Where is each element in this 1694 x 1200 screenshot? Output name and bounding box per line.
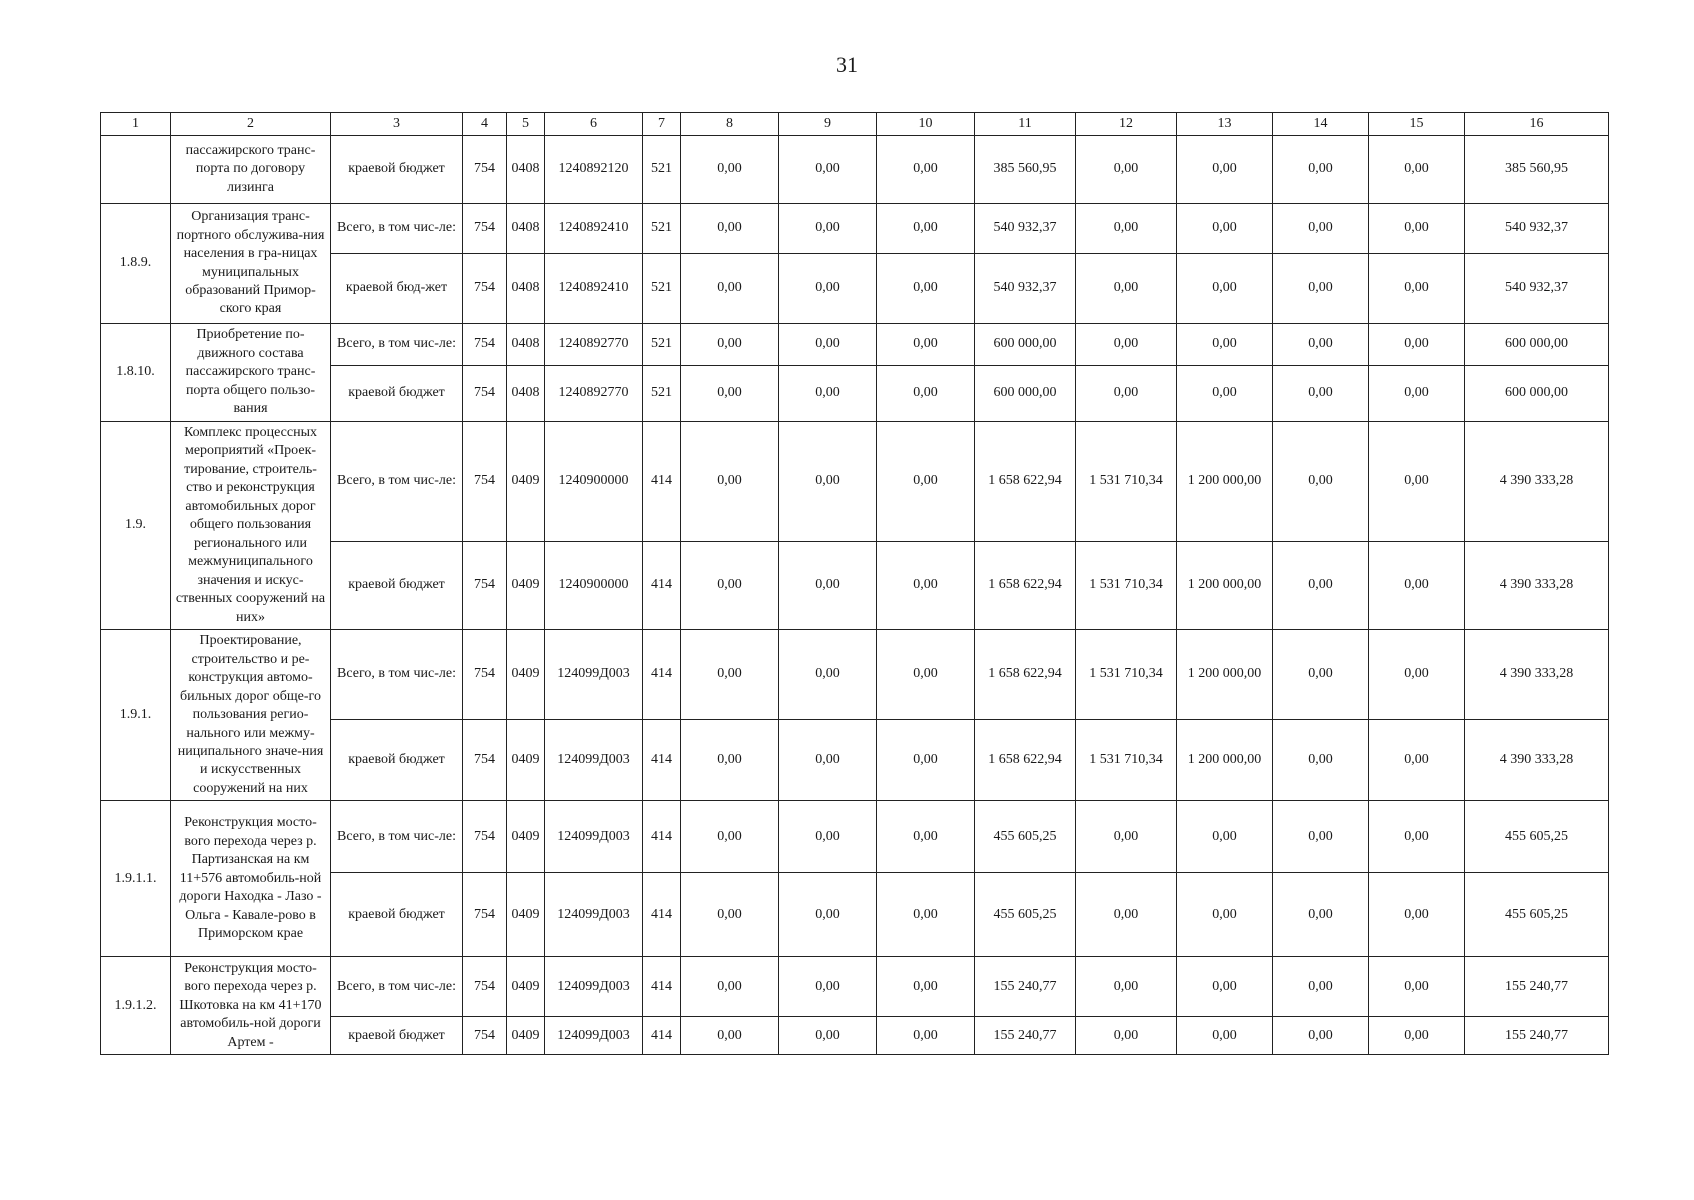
amount-cell: 0,00 — [779, 422, 877, 542]
amount-cell: 455 605,25 — [975, 873, 1076, 957]
amount-cell: 0,00 — [1177, 1017, 1273, 1055]
code-cell: 754 — [463, 719, 507, 801]
amount-cell: 0,00 — [681, 957, 779, 1017]
amount-cell: 455 605,25 — [1465, 801, 1609, 873]
amount-cell: 540 932,37 — [1465, 254, 1609, 324]
amount-cell: 1 658 622,94 — [975, 719, 1076, 801]
amount-cell: 0,00 — [1369, 366, 1465, 422]
code-cell: 0408 — [507, 366, 545, 422]
item-name: Комплекс процессных мероприятий «Проек-тирование, строитель-ство и реконструкция автомобильных дорог общего пользования регионального или межмуниципального значения и искус-ственных сооружений на них» — [171, 422, 331, 630]
amount-cell: 0,00 — [1076, 873, 1177, 957]
table-row — [101, 630, 1609, 720]
amount-cell: 0,00 — [1076, 801, 1177, 873]
amount-cell: 0,00 — [779, 719, 877, 801]
item-name: Реконструкция мосто-вого перехода через р. Шкотовка на км 41+170 автомобиль-ной дороги Артем - — [171, 957, 331, 1055]
amount-cell: 0,00 — [779, 254, 877, 324]
code-cell: 414 — [643, 957, 681, 1017]
amount-cell: 0,00 — [779, 204, 877, 254]
amount-cell: 0,00 — [1369, 541, 1465, 630]
amount-cell: 0,00 — [681, 541, 779, 630]
amount-cell: 0,00 — [877, 1017, 975, 1055]
code-cell: 754 — [463, 366, 507, 422]
amount-cell: 0,00 — [877, 630, 975, 720]
table-row — [101, 136, 1609, 204]
amount-cell: 0,00 — [1076, 254, 1177, 324]
code-cell: 414 — [643, 541, 681, 630]
code-cell: 124099Д003 — [545, 719, 643, 801]
amount-cell: 0,00 — [1369, 422, 1465, 542]
page-number: 31 — [836, 52, 858, 77]
amount-cell: 155 240,77 — [975, 1017, 1076, 1055]
amount-cell: 0,00 — [1076, 366, 1177, 422]
column-header: 10 — [877, 113, 975, 136]
code-cell: 1240892410 — [545, 254, 643, 324]
amount-cell: 0,00 — [1369, 630, 1465, 720]
amount-cell: 0,00 — [681, 719, 779, 801]
amount-cell: 0,00 — [1076, 324, 1177, 366]
amount-cell: 0,00 — [1369, 1017, 1465, 1055]
funding-source: краевой бюджет — [331, 1017, 463, 1055]
code-cell: 0408 — [507, 136, 545, 204]
item-name: Реконструкция мосто-вого перехода через р. Партизанская на км 11+576 автомобиль-ной дороги Находка - Лазо - Ольга - Кавале-рово в Приморском крае — [171, 801, 331, 957]
table-row — [101, 801, 1609, 873]
amount-cell: 455 605,25 — [1465, 873, 1609, 957]
column-header: 12 — [1076, 113, 1177, 136]
amount-cell: 0,00 — [877, 204, 975, 254]
amount-cell: 4 390 333,28 — [1465, 541, 1609, 630]
amount-cell: 0,00 — [1369, 204, 1465, 254]
amount-cell: 1 200 000,00 — [1177, 719, 1273, 801]
code-cell: 1240892770 — [545, 324, 643, 366]
code-cell: 0409 — [507, 541, 545, 630]
code-cell: 0409 — [507, 719, 545, 801]
amount-cell: 0,00 — [779, 630, 877, 720]
amount-cell: 155 240,77 — [975, 957, 1076, 1017]
code-cell: 754 — [463, 801, 507, 873]
amount-cell: 0,00 — [779, 324, 877, 366]
amount-cell: 1 531 710,34 — [1076, 541, 1177, 630]
amount-cell: 0,00 — [681, 1017, 779, 1055]
code-cell: 521 — [643, 366, 681, 422]
amount-cell: 0,00 — [779, 1017, 877, 1055]
code-cell: 414 — [643, 630, 681, 720]
code-cell: 754 — [463, 422, 507, 542]
column-header: 7 — [643, 113, 681, 136]
funding-source: краевой бюджет — [331, 873, 463, 957]
amount-cell: 0,00 — [1177, 873, 1273, 957]
amount-cell: 0,00 — [1273, 254, 1369, 324]
table-row — [101, 422, 1609, 542]
amount-cell: 1 658 622,94 — [975, 541, 1076, 630]
amount-cell: 0,00 — [681, 136, 779, 204]
column-header: 2 — [171, 113, 331, 136]
code-cell: 521 — [643, 204, 681, 254]
column-header: 13 — [1177, 113, 1273, 136]
code-cell: 0409 — [507, 422, 545, 542]
column-header: 6 — [545, 113, 643, 136]
funding-source: краевой бюджет — [331, 719, 463, 801]
code-cell: 754 — [463, 541, 507, 630]
amount-cell: 0,00 — [1273, 324, 1369, 366]
amount-cell: 0,00 — [877, 422, 975, 542]
amount-cell: 0,00 — [1177, 366, 1273, 422]
code-cell: 124099Д003 — [545, 1017, 643, 1055]
amount-cell: 0,00 — [1273, 801, 1369, 873]
amount-cell: 0,00 — [1076, 204, 1177, 254]
code-cell: 0408 — [507, 204, 545, 254]
amount-cell: 0,00 — [1177, 204, 1273, 254]
amount-cell: 0,00 — [681, 630, 779, 720]
column-header: 4 — [463, 113, 507, 136]
amount-cell: 0,00 — [1273, 541, 1369, 630]
code-cell: 1240900000 — [545, 541, 643, 630]
amount-cell: 600 000,00 — [975, 366, 1076, 422]
item-number: 1.8.10. — [101, 324, 171, 422]
amount-cell: 1 200 000,00 — [1177, 630, 1273, 720]
item-number: 1.9.1. — [101, 630, 171, 801]
funding-source: Всего, в том чис-ле: — [331, 957, 463, 1017]
amount-cell: 1 531 710,34 — [1076, 422, 1177, 542]
item-name: Приобретение по-движного состава пассажирского транс-порта общего пользо-вания — [171, 324, 331, 422]
code-cell: 414 — [643, 801, 681, 873]
column-header: 5 — [507, 113, 545, 136]
code-cell: 0409 — [507, 801, 545, 873]
table-body — [101, 113, 1609, 1055]
amount-cell: 0,00 — [681, 801, 779, 873]
item-name: Проектирование, строительство и ре-конструкция автомо-бильных дорог обще-го пользования регио-нального или межму-ниципального значе-ния и искусственных сооружений на них — [171, 630, 331, 801]
column-header: 1 — [101, 113, 171, 136]
amount-cell: 0,00 — [1273, 630, 1369, 720]
code-cell: 754 — [463, 324, 507, 366]
amount-cell: 0,00 — [877, 254, 975, 324]
code-cell: 754 — [463, 873, 507, 957]
column-number-row — [101, 113, 1609, 136]
code-cell: 754 — [463, 136, 507, 204]
amount-cell: 0,00 — [1369, 801, 1465, 873]
amount-cell: 0,00 — [779, 957, 877, 1017]
amount-cell: 0,00 — [779, 136, 877, 204]
code-cell: 0409 — [507, 873, 545, 957]
table-row — [101, 324, 1609, 366]
amount-cell: 0,00 — [1369, 254, 1465, 324]
amount-cell: 600 000,00 — [975, 324, 1076, 366]
code-cell: 0409 — [507, 1017, 545, 1055]
code-cell: 0409 — [507, 630, 545, 720]
funding-source: краевой бюд-жет — [331, 254, 463, 324]
code-cell: 0408 — [507, 324, 545, 366]
amount-cell: 0,00 — [1273, 1017, 1369, 1055]
amount-cell: 0,00 — [1177, 957, 1273, 1017]
table-row — [101, 957, 1609, 1017]
amount-cell: 0,00 — [1369, 136, 1465, 204]
amount-cell: 0,00 — [1273, 957, 1369, 1017]
code-cell: 414 — [643, 719, 681, 801]
amount-cell: 0,00 — [1369, 957, 1465, 1017]
code-cell: 0409 — [507, 957, 545, 1017]
code-cell: 414 — [643, 873, 681, 957]
code-cell: 521 — [643, 324, 681, 366]
amount-cell: 0,00 — [681, 204, 779, 254]
code-cell: 0408 — [507, 254, 545, 324]
amount-cell: 0,00 — [1273, 422, 1369, 542]
code-cell: 521 — [643, 136, 681, 204]
amount-cell: 0,00 — [877, 366, 975, 422]
table-row — [101, 204, 1609, 254]
amount-cell: 455 605,25 — [975, 801, 1076, 873]
amount-cell: 0,00 — [681, 254, 779, 324]
amount-cell: 0,00 — [779, 801, 877, 873]
code-cell: 414 — [643, 1017, 681, 1055]
amount-cell: 0,00 — [1076, 1017, 1177, 1055]
amount-cell: 155 240,77 — [1465, 957, 1609, 1017]
amount-cell: 0,00 — [1273, 873, 1369, 957]
code-cell: 414 — [643, 422, 681, 542]
budget-table — [100, 112, 1609, 1055]
code-cell: 754 — [463, 204, 507, 254]
amount-cell: 0,00 — [1273, 366, 1369, 422]
amount-cell: 1 200 000,00 — [1177, 422, 1273, 542]
item-name: Организация транс-портного обслужива-ния населения в гра-ницах муниципальных образований Примор-ского края — [171, 204, 331, 324]
amount-cell: 0,00 — [1076, 957, 1177, 1017]
amount-cell: 0,00 — [877, 719, 975, 801]
code-cell: 754 — [463, 630, 507, 720]
funding-source: краевой бюджет — [331, 136, 463, 204]
code-cell: 521 — [643, 254, 681, 324]
item-number: 1.9. — [101, 422, 171, 630]
amount-cell: 600 000,00 — [1465, 366, 1609, 422]
amount-cell: 385 560,95 — [1465, 136, 1609, 204]
amount-cell: 0,00 — [1177, 254, 1273, 324]
amount-cell: 540 932,37 — [1465, 204, 1609, 254]
funding-source: краевой бюджет — [331, 366, 463, 422]
amount-cell: 155 240,77 — [1465, 1017, 1609, 1055]
amount-cell: 0,00 — [779, 873, 877, 957]
funding-source: краевой бюджет — [331, 541, 463, 630]
code-cell: 124099Д003 — [545, 801, 643, 873]
column-header: 3 — [331, 113, 463, 136]
amount-cell: 0,00 — [1369, 873, 1465, 957]
amount-cell: 0,00 — [877, 324, 975, 366]
amount-cell: 0,00 — [877, 801, 975, 873]
amount-cell: 600 000,00 — [1465, 324, 1609, 366]
column-header: 16 — [1465, 113, 1609, 136]
item-number: 1.9.1.1. — [101, 801, 171, 957]
amount-cell: 0,00 — [681, 324, 779, 366]
amount-cell: 1 531 710,34 — [1076, 630, 1177, 720]
amount-cell: 540 932,37 — [975, 254, 1076, 324]
amount-cell: 0,00 — [877, 136, 975, 204]
funding-source: Всего, в том чис-ле: — [331, 801, 463, 873]
amount-cell: 0,00 — [1273, 136, 1369, 204]
code-cell: 124099Д003 — [545, 873, 643, 957]
item-number: 1.8.9. — [101, 204, 171, 324]
amount-cell: 4 390 333,28 — [1465, 422, 1609, 542]
column-header: 15 — [1369, 113, 1465, 136]
amount-cell: 0,00 — [681, 366, 779, 422]
amount-cell: 0,00 — [681, 873, 779, 957]
amount-cell: 0,00 — [1076, 136, 1177, 204]
amount-cell: 540 932,37 — [975, 204, 1076, 254]
code-cell: 124099Д003 — [545, 630, 643, 720]
funding-source: Всего, в том чис-ле: — [331, 204, 463, 254]
amount-cell: 0,00 — [1177, 136, 1273, 204]
code-cell: 1240892120 — [545, 136, 643, 204]
amount-cell: 0,00 — [779, 366, 877, 422]
funding-source: Всего, в том чис-ле: — [331, 422, 463, 542]
column-header: 9 — [779, 113, 877, 136]
funding-source: Всего, в том чис-ле: — [331, 630, 463, 720]
amount-cell: 385 560,95 — [975, 136, 1076, 204]
amount-cell: 1 658 622,94 — [975, 630, 1076, 720]
column-header: 8 — [681, 113, 779, 136]
amount-cell: 1 658 622,94 — [975, 422, 1076, 542]
amount-cell: 0,00 — [1369, 324, 1465, 366]
code-cell: 754 — [463, 254, 507, 324]
amount-cell: 1 200 000,00 — [1177, 541, 1273, 630]
amount-cell: 0,00 — [877, 873, 975, 957]
amount-cell: 0,00 — [1177, 324, 1273, 366]
item-number — [101, 136, 171, 204]
code-cell: 1240900000 — [545, 422, 643, 542]
item-number: 1.9.1.2. — [101, 957, 171, 1055]
code-cell: 1240892410 — [545, 204, 643, 254]
code-cell: 754 — [463, 957, 507, 1017]
amount-cell: 0,00 — [877, 957, 975, 1017]
code-cell: 1240892770 — [545, 366, 643, 422]
funding-source: Всего, в том чис-ле: — [331, 324, 463, 366]
column-header: 14 — [1273, 113, 1369, 136]
amount-cell: 0,00 — [1273, 719, 1369, 801]
amount-cell: 4 390 333,28 — [1465, 630, 1609, 720]
amount-cell: 0,00 — [1369, 719, 1465, 801]
amount-cell: 1 531 710,34 — [1076, 719, 1177, 801]
amount-cell: 0,00 — [779, 541, 877, 630]
code-cell: 124099Д003 — [545, 957, 643, 1017]
amount-cell: 0,00 — [1177, 801, 1273, 873]
item-name: пассажирского транс-порта по договору лизинга — [171, 136, 331, 204]
column-header: 11 — [975, 113, 1076, 136]
amount-cell: 0,00 — [1273, 204, 1369, 254]
amount-cell: 4 390 333,28 — [1465, 719, 1609, 801]
code-cell: 754 — [463, 1017, 507, 1055]
amount-cell: 0,00 — [877, 541, 975, 630]
amount-cell: 0,00 — [681, 422, 779, 542]
